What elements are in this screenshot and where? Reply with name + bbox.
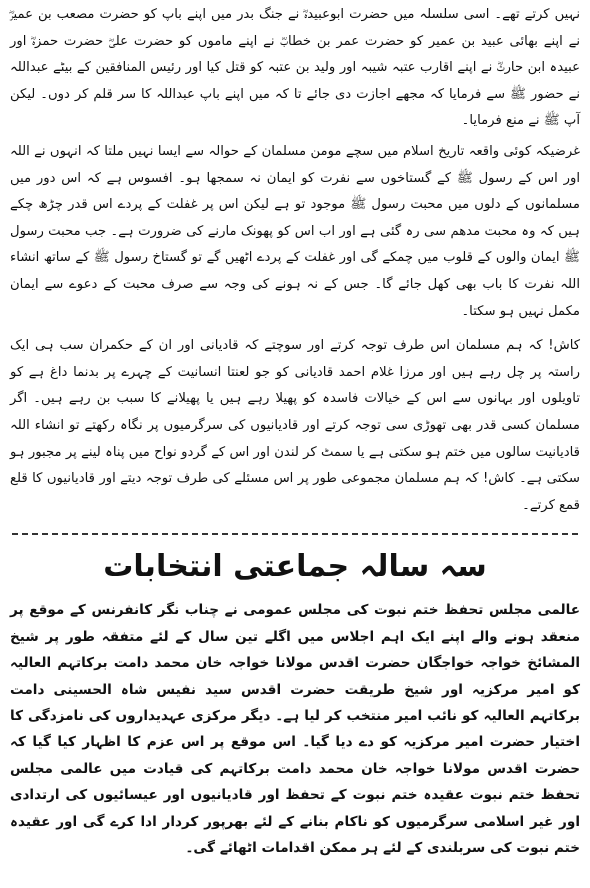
article-paragraph-1: نہیں کرتے تھے۔ اسی سلسلہ میں حضرت ابوعبیدہؓ نے جنگ بدر میں اپنے باپ کو حضرت مصعب بن عمیرؓ نے اپنے بھائی عبید بن عمیر کو حضرت عمر بن خطابؓ نے اپنے ماموں کو حضرت علیؓ حضرت حمزہؓ اور عبیدہ ابن حارثؓ نے اپنے اقارب عتبہ شیبہ اور ولید بن عتبہ کو قتل کیا اور رئیس المنافقین کے بیٹے عبداللہ نے حضور ﷺ سے فرمایا کہ مجھے اجازت دی جائے تا کہ میں اپنے باپ عبداللہ کا سر قلم کر دوں۔ لیکن آپ ﷺ نے منع فرمایا۔ bbox=[10, 7, 580, 129]
article-paragraph-3: کاش! کہ ہم مسلمان اس طرف توجہ کرتے اور سوچتے کہ قادیانی اور ان کے حکمران سب ہی ایک راستہ پر چل رہے ہیں اور مرزا غلام احمد قادیانی کو جو لعنتا انسانیت کے چہرے پر بدنما داغ ہے کو تاویلوں اور بہانوں سے اس کے خیالات فاسدہ کو پھیلا رہے ہیں یا پھیلانے کا سبب بن رہے ہیں۔ اگر مسلمان کسی قدر بھی تھوڑی سی توجہ کرتے اور قادیانیوں کی سرگرمیوں پر نگاہ رکھتے تو انشاء اللہ قادیانیت سالوں میں ختم ہو سکتی ہے یا سمٹ کر لندن اور اس کے گردو نواح میں پناہ لینے پر مجبور ہو سکتی ہے۔ کاش! کہ ہم مسلمان مجموعی طور پر اس مسئلے کی طرف توجہ دیتے اور قادیانیوں کا قلع قمع کرتے۔ bbox=[10, 338, 580, 513]
news-paragraph: عالمی مجلس تحفظ ختم نبوت کی مجلس عمومی نے چناب نگر کانفرنس کے موقع پر منعقد ہونے والے اپنے ایک اہم اجلاس میں اگلے تین سال کے لئے متفقہ طور پر شیخ المشائخ خواجہ خواجگان حضرت اقدس مولانا خواجہ خان محمد دامت برکاتہم العالیہ کو امیر مرکزیہ اور شیخ طریقت حضرت اقدس سید نفیس شاہ الحسینی دامت برکاتہم العالیہ کو نائب امیر منتخب کر لیا ہے۔ دیگر مرکزی عہدیداروں کی نامزدگی کا اختیار حضرت امیر مرکزیہ کو دے دیا گیا۔ اس موقع پر اس عزم کا اظہار کیا گیا کہ حضرت اقدس مولانا خواجہ خان محمد دامت برکاتہم کی قیادت میں عالمی مجلس تحفظ ختم نبوت عقیدہ ختم نبوت کے تحفظ اور قادیانیوں اور عیسائیوں کی ارتدادی اور غیر اسلامی سرگرمیوں کو ناکام بنانے کے لئے بھرپور کردار ادا کرے گی اور عقیدہ ختم نبوت کی سربلندی کے لئے ہر ممکن اقدامات اٹھائے گی۔ bbox=[10, 602, 580, 856]
section-divider bbox=[12, 533, 578, 535]
news-headline: سہ سالہ جماعتی انتخابات bbox=[103, 549, 487, 585]
article-paragraph-2: غرضیکہ کوئی واقعہ تاریخ اسلام میں سچے مومن مسلمان کے حوالہ سے ایسا نہیں ملتا کہ انہوں نے اللہ اور اس کے رسول ﷺ کے گستاخوں سے نفرت کو ایمان نہ سمجھا ہو۔ افسوس ہے کہ اس دور میں مسلمانوں کے دلوں میں محبت رسول ﷺ موجود تو ہے لیکن اس پر غفلت کے پردے اس قدر چڑھ چکے ہیں کہ وہ محبت مدھم سی رہ گئی ہے اور اب اس کو پھونک مارنے کی ضرورت ہے۔ جب محبت رسول ﷺ ایمان والوں کے قلوب میں چمکے گی اور غفلت کے پردے اٹھیں گے تو گستاخ رسول ﷺ کے ساتھ انشاء اللہ نفرت کا باب بھی کھل جائے گا۔ جس کے نہ ہونے کی وجہ سے صرف محبت کے دعوے سے ایمان مکمل نہیں ہو سکتا۔ bbox=[10, 143, 580, 319]
